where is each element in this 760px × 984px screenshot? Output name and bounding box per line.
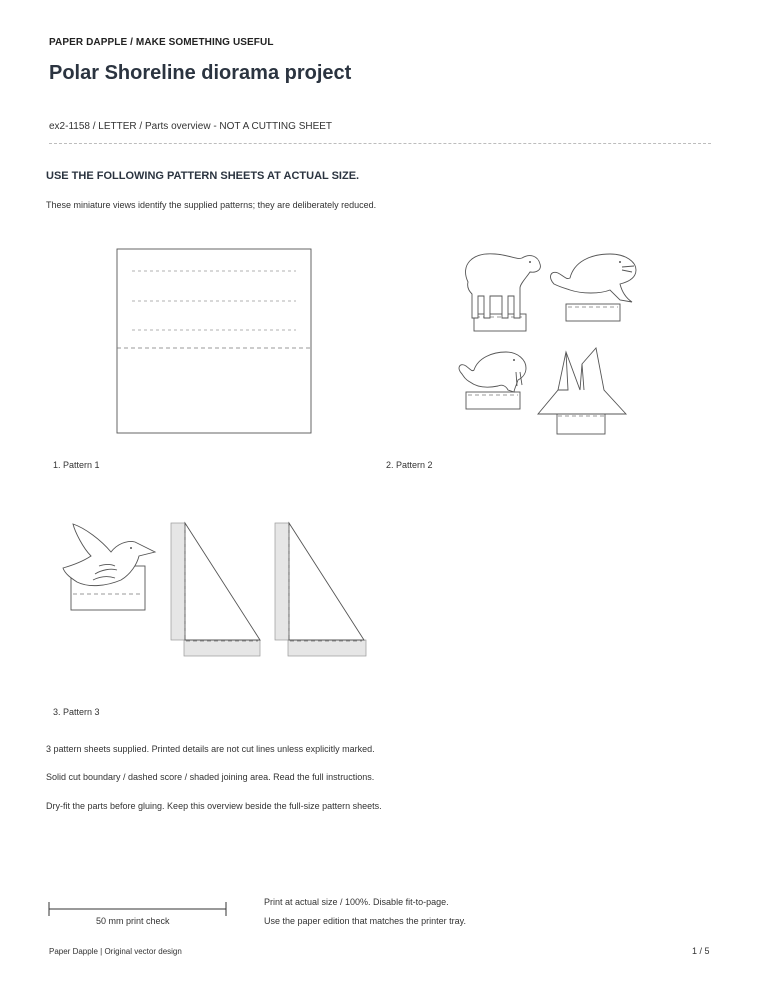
bird-figure bbox=[63, 524, 155, 610]
paragraph-dry-fit: Dry-fit the parts before gluing. Keep this overview beside the full-size pattern sheets. bbox=[46, 801, 382, 811]
scale-bar-label: 50 mm print check bbox=[96, 916, 170, 926]
page-title: Polar Shoreline diorama project bbox=[49, 62, 352, 84]
pattern-2-caption: 2. Pattern 2 bbox=[386, 460, 433, 470]
triangle-support-2 bbox=[275, 523, 366, 656]
paragraph-supplied: 3 pattern sheets supplied. Printed details are not cut lines unless explicitly marked. bbox=[46, 744, 375, 754]
triangle-support-1 bbox=[171, 523, 260, 656]
pattern-2-preview bbox=[450, 240, 650, 440]
iceberg-figure bbox=[538, 348, 626, 434]
paragraph-legend: Solid cut boundary / dashed score / shaded joining area. Read the full instructions. bbox=[46, 772, 375, 782]
page-number: 1 / 5 bbox=[692, 946, 710, 956]
intro-note: These miniature views identify the supplied patterns; they are deliberately reduced. bbox=[46, 200, 377, 210]
print-note-size: Print at actual size / 100%. Disable fit-to-page. bbox=[264, 897, 449, 907]
pattern-1-caption: 1. Pattern 1 bbox=[53, 460, 100, 470]
print-note-paper: Use the paper edition that matches the printer tray. bbox=[264, 916, 466, 926]
document-meta: ex2-1158 / LETTER / Parts overview - NOT A CUTTING SHEET bbox=[49, 121, 333, 132]
pattern-1-preview bbox=[110, 244, 320, 440]
instruction-heading: USE THE FOLLOWING PATTERN SHEETS AT ACTUAL SIZE. bbox=[46, 170, 360, 182]
header-divider bbox=[49, 143, 711, 144]
seal-figure bbox=[551, 254, 636, 321]
polar-bear-figure bbox=[466, 254, 541, 331]
footer-credit: Paper Dapple | Original vector design bbox=[49, 947, 182, 956]
walrus-figure bbox=[459, 352, 526, 409]
brand-line: PAPER DAPPLE / MAKE SOMETHING USEFUL bbox=[49, 37, 274, 48]
pattern-3-preview bbox=[55, 518, 375, 663]
pattern-3-caption: 3. Pattern 3 bbox=[53, 707, 100, 717]
